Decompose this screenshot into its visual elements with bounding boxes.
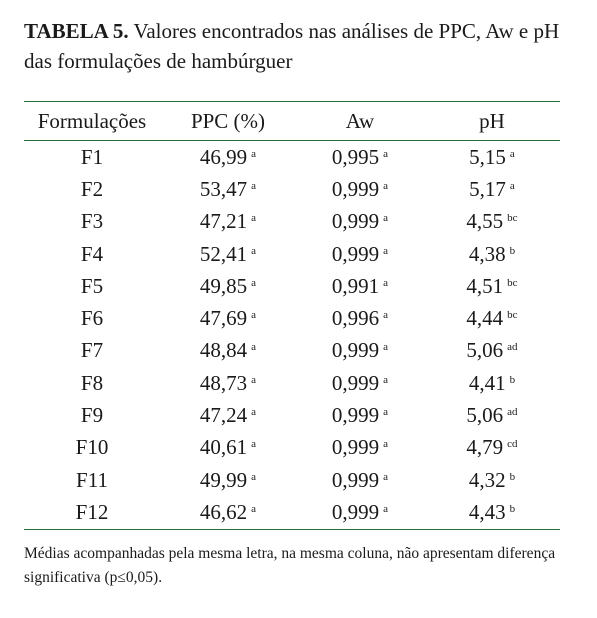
cell-aw-value: 0,996 <box>331 306 380 331</box>
table-row <box>24 302 560 334</box>
cell-aw <box>296 173 424 205</box>
cell-ph-significance-letter: b <box>509 373 516 386</box>
cell-formulation-value: F11 <box>76 467 108 492</box>
cell-ph-value: 4,51 <box>466 273 504 298</box>
cell-formulation-value: F8 <box>80 370 104 395</box>
cell-formulation-value: F1 <box>80 144 104 169</box>
cell-ph-significance-letter: bc <box>507 276 518 289</box>
cell-aw-significance-letter: a <box>383 341 389 354</box>
cell-aw-significance-letter: a <box>383 147 389 160</box>
table-row <box>24 206 560 238</box>
cell-aw <box>296 302 424 334</box>
table-row <box>24 238 560 270</box>
cell-ph-significance-letter: a <box>509 179 515 192</box>
table-row <box>24 496 560 529</box>
cell-ppc-significance-letter: a <box>251 470 257 483</box>
cell-aw <box>296 141 424 174</box>
table-row <box>24 367 560 399</box>
cell-ph-value: 4,44 <box>466 306 504 331</box>
column-header-ph: pH <box>424 102 560 141</box>
cell-aw-significance-letter: a <box>383 502 389 515</box>
cell-ph <box>424 302 560 334</box>
cell-ppc-significance-letter: a <box>251 244 257 257</box>
cell-formulation <box>24 432 160 464</box>
cell-ppc-value: 48,73 <box>199 370 248 395</box>
cell-aw-value: 0,999 <box>331 467 380 492</box>
cell-aw-significance-letter: a <box>383 276 389 289</box>
cell-ppc-significance-letter: a <box>251 147 257 160</box>
table-row <box>24 270 560 302</box>
cell-ph <box>424 399 560 431</box>
cell-aw <box>296 464 424 496</box>
table-footnote: Médias acompanhadas pela mesma letra, na mesma coluna, não apresentam diferença significativa (p≤0,05). <box>24 545 556 586</box>
cell-ph-significance-letter: b <box>509 502 516 515</box>
cell-ppc-value: 53,47 <box>199 176 248 201</box>
cell-ph <box>424 432 560 464</box>
cell-formulation <box>24 270 160 302</box>
cell-ppc-significance-letter: a <box>251 212 257 225</box>
cell-ph-value: 5,06 <box>466 403 504 428</box>
cell-formulation-value: F7 <box>80 338 104 363</box>
cell-ph-value: 4,41 <box>468 370 506 395</box>
table-body <box>24 141 560 530</box>
cell-ppc <box>160 464 296 496</box>
table-row <box>24 399 560 431</box>
cell-ph <box>424 496 560 529</box>
cell-ph-significance-letter: b <box>509 470 516 483</box>
cell-ppc-significance-letter: a <box>251 406 257 419</box>
cell-formulation <box>24 238 160 270</box>
cell-formulation-value: F5 <box>80 273 104 298</box>
cell-ppc-value: 46,62 <box>199 499 248 524</box>
cell-aw-significance-letter: a <box>383 470 389 483</box>
cell-ppc-significance-letter: a <box>251 276 257 289</box>
cell-ppc-value: 46,99 <box>199 144 248 169</box>
cell-ph <box>424 206 560 238</box>
cell-ph-value: 5,06 <box>466 338 504 363</box>
cell-ph-significance-letter: cd <box>507 438 518 451</box>
cell-ppc-significance-letter: a <box>251 438 257 451</box>
cell-formulation <box>24 399 160 431</box>
cell-ppc-significance-letter: a <box>251 502 257 515</box>
cell-formulation <box>24 335 160 367</box>
cell-ph <box>424 367 560 399</box>
cell-ph-value: 5,15 <box>469 144 506 169</box>
cell-aw-significance-letter: a <box>383 406 389 419</box>
cell-formulation <box>24 302 160 334</box>
table-row <box>24 335 560 367</box>
cell-ph-significance-letter: ad <box>507 341 518 354</box>
cell-ppc-value: 49,85 <box>199 273 248 298</box>
cell-aw-value: 0,995 <box>331 144 380 169</box>
cell-ph-value: 4,55 <box>466 209 504 234</box>
column-header-ppc: PPC (%) <box>160 102 296 141</box>
cell-aw-significance-letter: a <box>383 309 389 322</box>
cell-aw-value: 0,999 <box>331 499 380 524</box>
cell-ppc <box>160 367 296 399</box>
cell-ph <box>424 141 560 174</box>
results-table <box>24 101 560 530</box>
cell-ph-value: 5,17 <box>469 176 506 201</box>
cell-aw-value: 0,999 <box>331 435 380 460</box>
cell-ppc <box>160 302 296 334</box>
cell-ppc-value: 47,69 <box>199 306 248 331</box>
cell-aw-significance-letter: a <box>383 244 389 257</box>
cell-aw-significance-letter: a <box>383 179 389 192</box>
results-table-container <box>24 101 560 530</box>
cell-aw-value: 0,999 <box>331 370 380 395</box>
table-caption-label: TABELA 5. <box>24 19 129 43</box>
cell-ph-significance-letter: bc <box>507 212 518 225</box>
table-header-row <box>24 102 560 141</box>
table-caption-text: Valores encontrados nas análises de PPC, Aw e pH das formulações de hambúrguer <box>24 19 560 73</box>
cell-ppc <box>160 270 296 302</box>
cell-aw-value: 0,999 <box>331 338 380 363</box>
cell-aw <box>296 238 424 270</box>
cell-aw <box>296 399 424 431</box>
cell-ppc <box>160 496 296 529</box>
table-row <box>24 432 560 464</box>
cell-aw-significance-letter: a <box>383 438 389 451</box>
cell-ppc <box>160 399 296 431</box>
cell-ppc-significance-letter: a <box>251 373 257 386</box>
column-header-aw: Aw <box>296 102 424 141</box>
cell-formulation <box>24 206 160 238</box>
cell-ph <box>424 173 560 205</box>
table-row <box>24 173 560 205</box>
cell-ph-significance-letter: a <box>509 147 515 160</box>
cell-ppc-value: 49,99 <box>199 467 248 492</box>
table-row <box>24 464 560 496</box>
cell-formulation-value: F10 <box>75 435 109 460</box>
cell-ph-significance-letter: ad <box>507 406 518 419</box>
cell-formulation <box>24 141 160 174</box>
cell-ph-significance-letter: bc <box>507 309 518 322</box>
cell-formulation-value: F12 <box>75 499 109 524</box>
table-header <box>24 102 560 141</box>
cell-aw <box>296 270 424 302</box>
cell-ppc <box>160 335 296 367</box>
cell-ppc-value: 52,41 <box>199 241 248 266</box>
cell-aw <box>296 496 424 529</box>
cell-ppc-value: 40,61 <box>199 435 248 460</box>
cell-ppc-significance-letter: a <box>251 341 257 354</box>
cell-ph <box>424 238 560 270</box>
cell-ppc <box>160 206 296 238</box>
cell-aw-value: 0,999 <box>331 209 380 234</box>
column-header-formulacoes: Formulações <box>24 102 160 141</box>
cell-formulation <box>24 367 160 399</box>
table-row <box>24 141 560 174</box>
cell-ppc-value: 47,24 <box>199 403 248 428</box>
cell-formulation <box>24 496 160 529</box>
cell-ph <box>424 464 560 496</box>
cell-ph-significance-letter: b <box>509 244 516 257</box>
cell-ph-value: 4,38 <box>468 241 506 266</box>
cell-formulation-value: F4 <box>80 241 104 266</box>
cell-formulation <box>24 173 160 205</box>
cell-ppc-value: 47,21 <box>199 209 248 234</box>
cell-ph-value: 4,79 <box>466 435 504 460</box>
cell-aw <box>296 335 424 367</box>
cell-aw <box>296 432 424 464</box>
cell-formulation <box>24 464 160 496</box>
cell-ph-value: 4,43 <box>468 499 506 524</box>
cell-aw-value: 0,991 <box>331 273 380 298</box>
cell-aw-value: 0,999 <box>331 176 380 201</box>
cell-ph <box>424 335 560 367</box>
cell-ppc <box>160 173 296 205</box>
cell-ph-value: 4,32 <box>468 467 506 492</box>
cell-ppc <box>160 432 296 464</box>
cell-ppc-significance-letter: a <box>251 309 257 322</box>
cell-ppc <box>160 141 296 174</box>
cell-ppc-value: 48,84 <box>199 338 248 363</box>
cell-formulation-value: F6 <box>80 306 104 331</box>
cell-formulation-value: F2 <box>80 176 104 201</box>
cell-ppc <box>160 238 296 270</box>
table-caption <box>24 16 574 76</box>
cell-aw-significance-letter: a <box>383 212 389 225</box>
cell-aw <box>296 367 424 399</box>
cell-ppc-significance-letter: a <box>251 179 257 192</box>
cell-aw-value: 0,999 <box>331 403 380 428</box>
cell-aw <box>296 206 424 238</box>
cell-formulation-value: F3 <box>80 209 104 234</box>
cell-aw-significance-letter: a <box>383 373 389 386</box>
cell-formulation-value: F9 <box>80 403 104 428</box>
cell-aw-value: 0,999 <box>331 241 380 266</box>
cell-ph <box>424 270 560 302</box>
